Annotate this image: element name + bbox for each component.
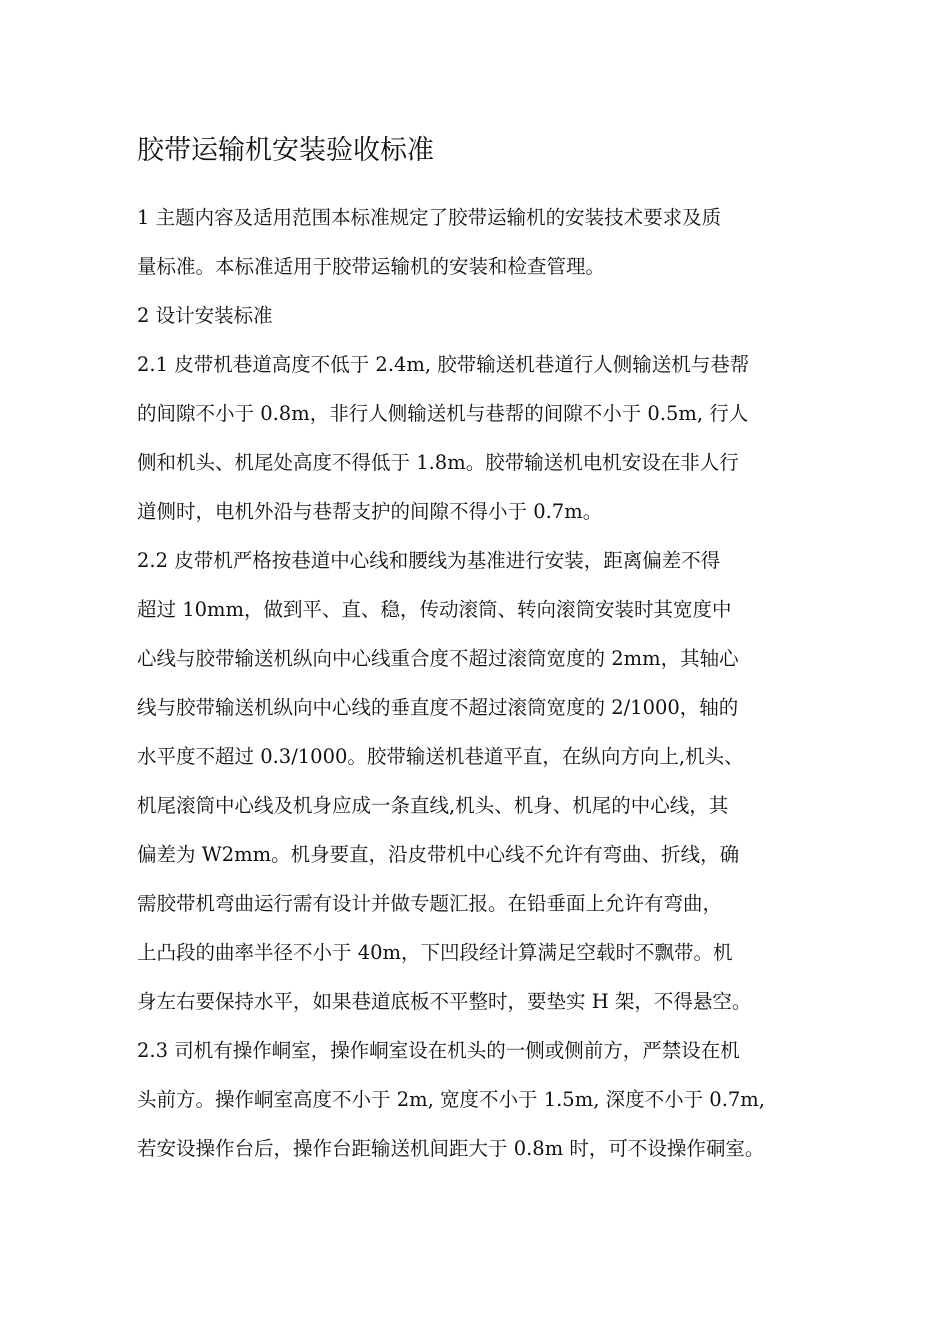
text-line: 线与胶带输送机纵向中心线的垂直度不超过滚筒宽度的 2/1000，轴的: [137, 696, 739, 719]
document-title: 胶带运输机安装验收标准: [137, 135, 434, 166]
text-line: 2.1 皮带机巷道高度不低于 2.4m, 胶带输送机巷道行人侧输送机与巷帮: [137, 353, 750, 376]
text-line: 道侧时，电机外沿与巷帮支护的间隙不得小于 0.7m。: [137, 500, 603, 523]
text-line: 量标准。本标准适用于胶带运输机的安装和检查管理。: [137, 255, 606, 278]
text-line: 侧和机头、机尾处高度不得低于 1.8m。胶带输送机电机安设在非人行: [137, 451, 739, 474]
text-line: 的间隙不小于 0.8m，非行人侧输送机与巷帮的间隙不小于 0.5m, 行人: [137, 402, 749, 425]
text-line: 头前方。操作峒室高度不小于 2m, 宽度不小于 1.5m, 深度不小于 0.7m,: [137, 1088, 765, 1111]
text-line: 水平度不超过 0.3/1000。胶带输送机巷道平直，在纵向方向上,机头、: [137, 745, 744, 768]
document-body: [137, 131, 827, 1186]
section-heading: 2 设计安装标准: [137, 304, 273, 327]
text-line: 偏差为 W2mm。机身要直，沿皮带机中心线不允许有弯曲、折线，确: [137, 843, 740, 866]
text-line: 若安设操作台后，操作台距输送机间距大于 0.8m 时，可不设操作硐室。: [137, 1137, 765, 1160]
text-line: 心线与胶带输送机纵向中心线重合度不超过滚筒宽度的 2mm，其轴心: [137, 647, 739, 670]
text-line: 2.2 皮带机严格按巷道中心线和腰线为基准进行安装，距离偏差不得: [137, 549, 721, 572]
text-line: 1 主题内容及适用范围本标准规定了胶带运输机的安装技术要求及质: [137, 206, 722, 229]
text-line: 机尾滚筒中心线及机身应成一条直线,机头、机身、机尾的中心线，其: [137, 794, 729, 817]
text-line: 上凸段的曲率半径不小于 40m，下凹段经计算满足空载时不飘带。机: [137, 941, 733, 964]
text-line: 2.3 司机有操作峒室，操作峒室设在机头的一侧或侧前方，严禁设在机: [137, 1039, 740, 1062]
text-line: 超过 10mm，做到平、直、稳，传动滚筒、转向滚筒安装时其宽度中: [137, 598, 732, 621]
text-line: 身左右要保持水平，如果巷道底板不平整时，要垫实 H 架，不得悬空。: [137, 990, 752, 1013]
text-line: 需胶带机弯曲运行需有设计并做专题汇报。在铅垂面上允许有弯曲，: [137, 892, 723, 915]
